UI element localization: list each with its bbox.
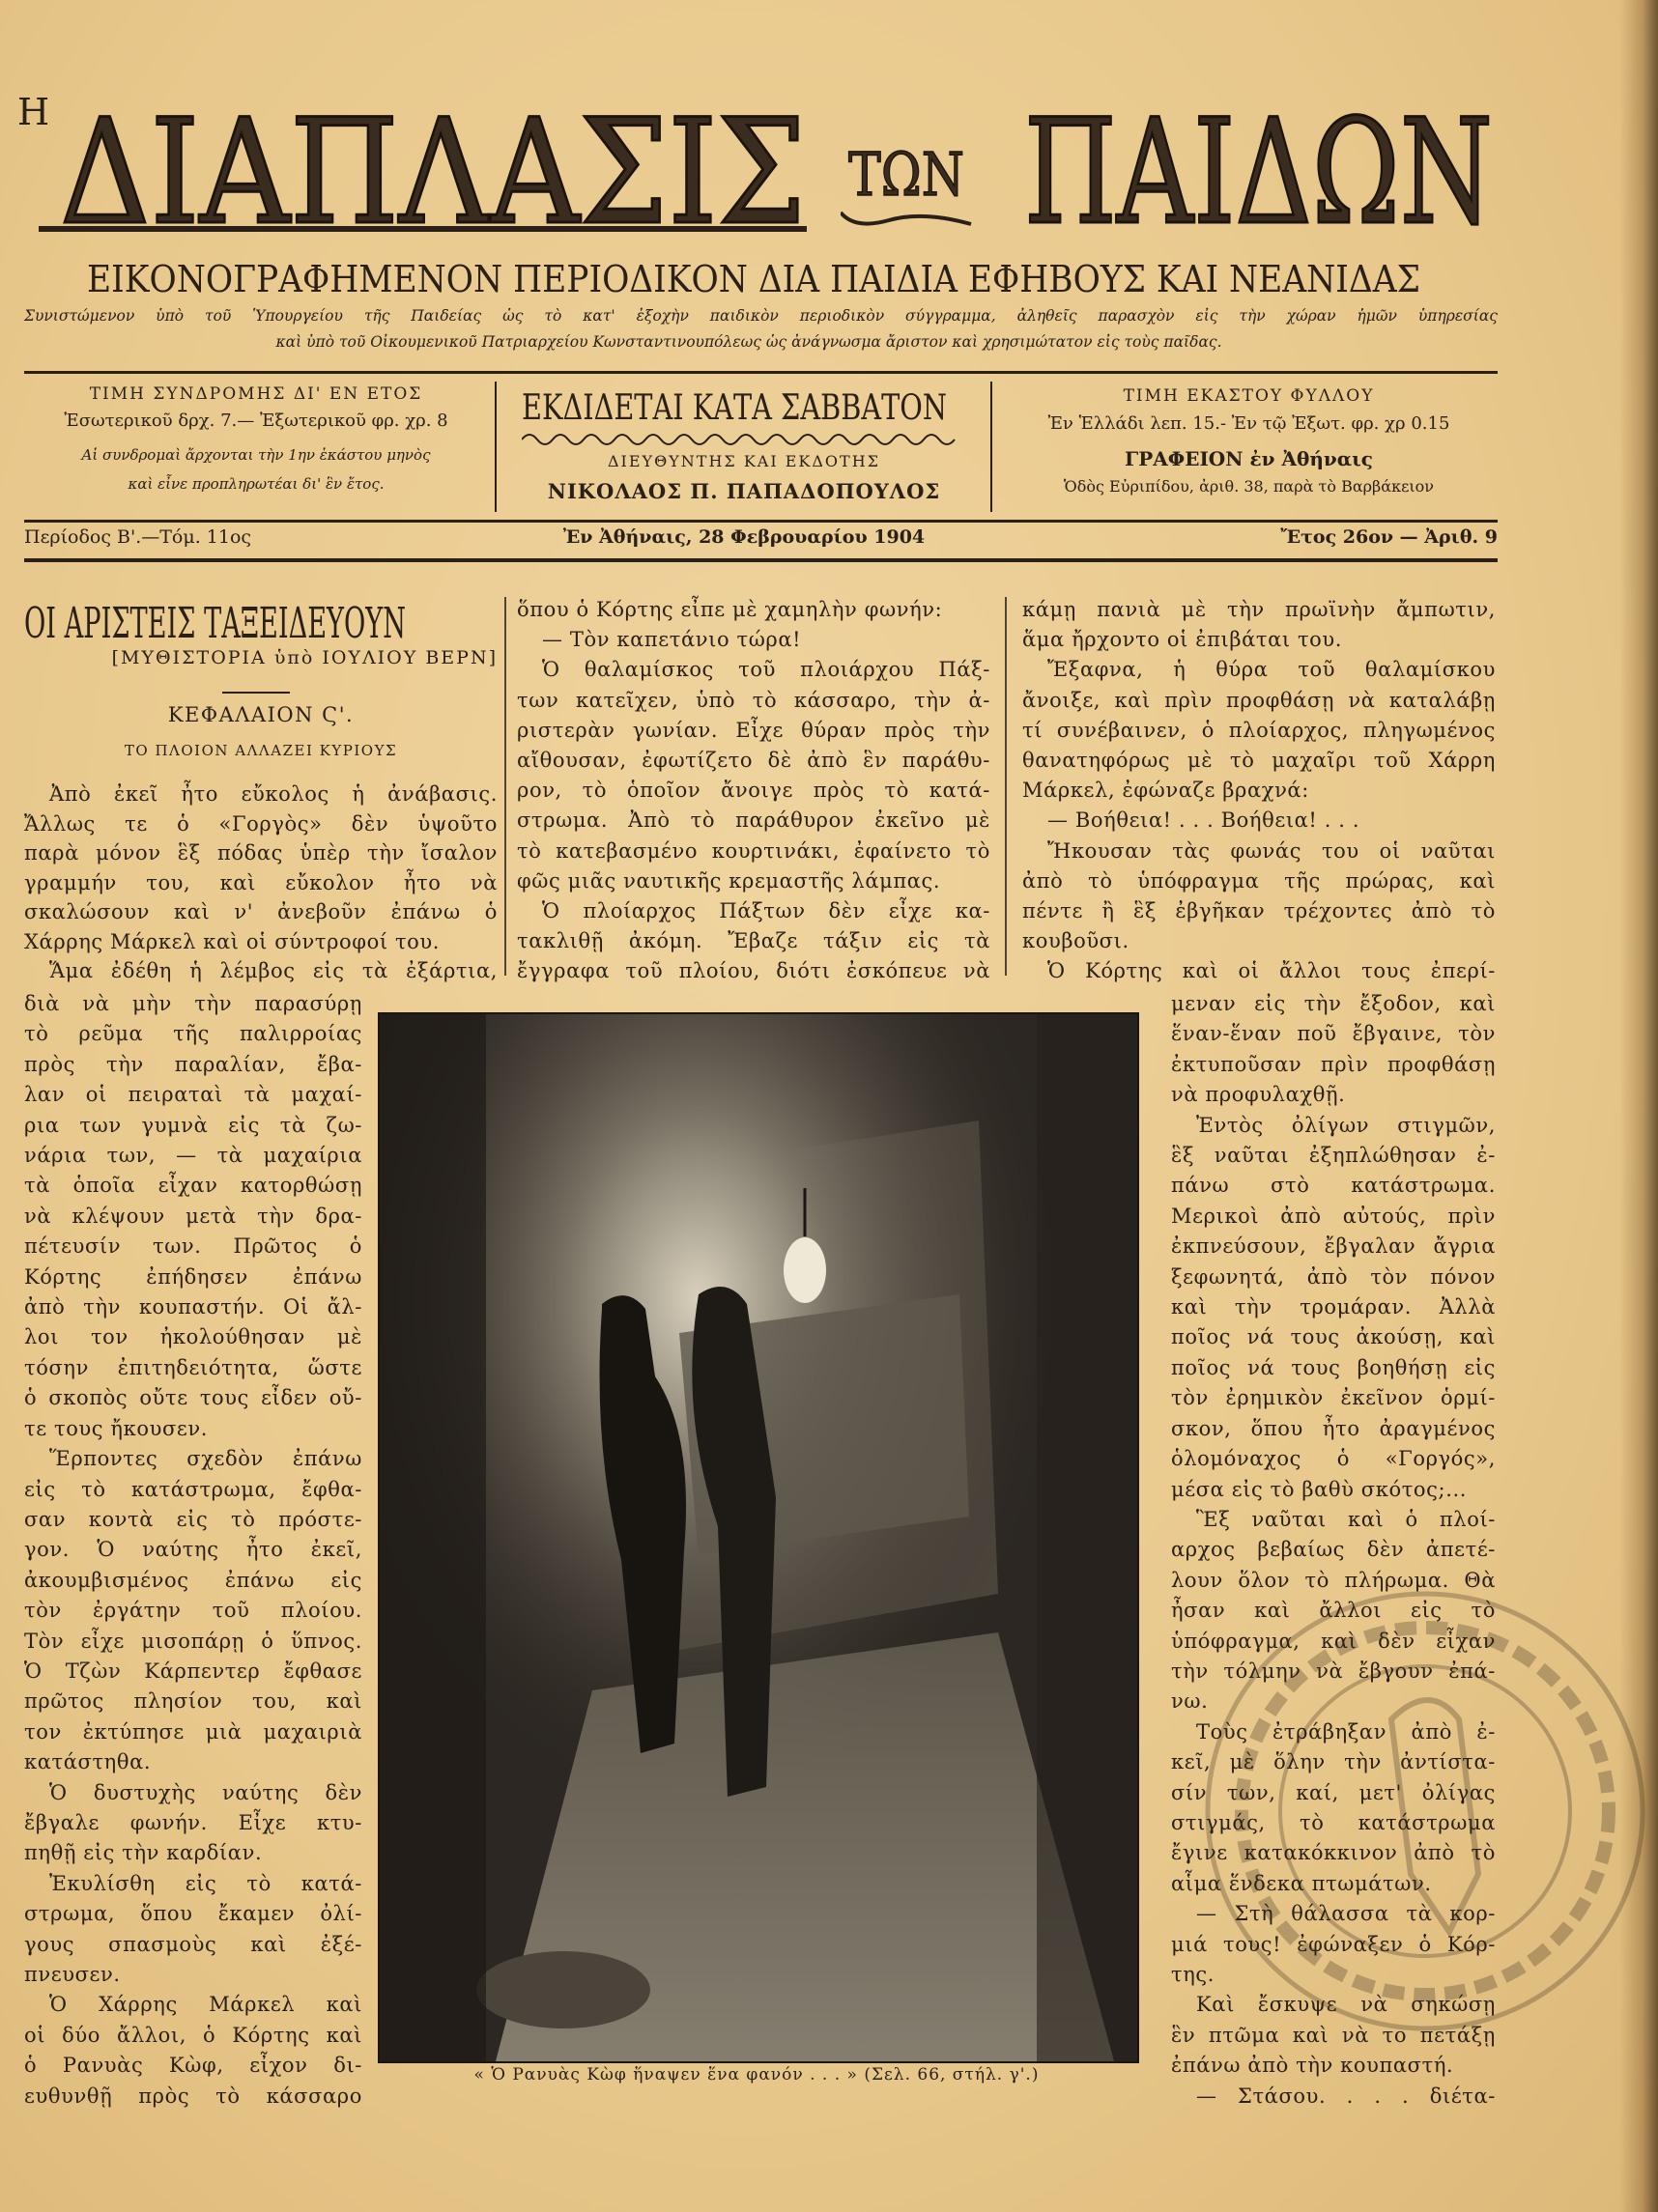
text-line: διὰ νὰ μὴν τὴν παρασύρῃ	[24, 992, 362, 1015]
text-line: λαν οἱ πειραταὶ τὰ μαχαί-	[24, 1083, 362, 1107]
text-line: πέντε ἢ ἓξ ἐβγῆκαν τρέχοντες ἀπὸ τὸ	[1022, 899, 1496, 923]
text-line: Ὁ θαλαμίσκος τοῦ πλοιάρχου Πάξ-	[542, 658, 990, 682]
masthead-word-diaplasis-text: ΔΙΑΠΛΑΣΙΣ	[60, 89, 806, 237]
text-line: κεῖ, μὲ ὅλην τὴν ἀντίστα-	[1171, 1750, 1496, 1774]
text-line: ἔγινε κατακόκκινον ἀπὸ τὸ	[1171, 1841, 1496, 1865]
paragraph	[24, 1990, 362, 2112]
masthead-word-ton	[841, 135, 976, 232]
text-line: τακλιθῇ ἀκόμη. Ἔβαζε τάξιν εἰς τὰ	[517, 929, 990, 953]
info-divider	[495, 382, 497, 512]
text-line: ἓν πτῶμα καὶ νὰ το πετάξῃ	[1171, 2023, 1496, 2047]
dateline-period: Περίοδος Β'.—Τόμ. 11ος	[24, 526, 252, 548]
column-1-top	[24, 780, 498, 982]
text-line: σκον, ὅπου ἦτο ἀραγμένος	[1171, 1416, 1496, 1440]
wavy-ornament	[522, 431, 966, 448]
info-divider	[990, 382, 992, 512]
paragraph	[1171, 2082, 1496, 2112]
text-line: πάνω στὸ κατάστρωμα.	[1171, 1174, 1496, 1198]
text-line: Ἐντὸς ὀλίγων στιγμῶν,	[1196, 1113, 1496, 1137]
paragraph	[1022, 956, 1496, 986]
text-line: τὸ κατεβασμένο κουρτινάκι, ἐφαίνετο τὸ	[517, 838, 990, 863]
text-line: τὸ ρεῦμα τῆς παλιρροίας	[24, 1022, 362, 1046]
text-line: των κατεῖχεν, ὑπὸ τὸ κάσσαρο, τὴν ἀ-	[517, 688, 990, 712]
subtitle-text: ΕΙΚΟΝΟΓΡΑΦΗΜΕΝΟΝ ΠΕΡΙΟΔΙΚΟΝ ΔΙΑ ΠΑΙΔΙΑ ΕΦΗΒΟΥΣ ΚΑΙ ΝΕΑΝΙΔΑΣ	[87, 258, 1420, 300]
text-line: — Τὸν καπετάνιο τώρα!	[542, 628, 802, 652]
text-line: ριστερὰν γωνίαν. Εἶχε θύραν πρὸς τὴν	[517, 718, 990, 742]
article-byline: [ΜΥΘΙΣΤΟΡΙΑ ὑπὸ ΙΟΥΛΙΟΥ ΒΕΡΝ]	[111, 647, 498, 668]
article-title	[24, 591, 411, 645]
chapter-number: ΚΕΦΑΛΑΙΟΝ Ϛ'.	[167, 703, 355, 726]
text-line: ἔβγαλε φωνήν. Εἶχε κτυ-	[24, 1810, 362, 1834]
text-line: καὶ τὴν τρομάραν. Ἀλλὰ	[1171, 1295, 1496, 1319]
subscription-note: Αἱ συνδρομαὶ ἄρχονται τὴν 1ην ἑκάστου μηνὸς	[81, 446, 431, 464]
text-line: αἷμα ἕνδεκα πτωμάτων.	[1171, 1871, 1432, 1895]
text-line: μεναν εἰς τὴν ἔξοδον, καὶ	[1171, 992, 1496, 1015]
paragraph	[1022, 595, 1496, 655]
text-line: θανατηφόρως μὲ τὸ μαχαῖρι τοῦ Χάρρη	[1022, 749, 1496, 773]
text-line: ευθυνθῇ πρὸς τὸ κάσσαρο	[24, 2084, 362, 2108]
text-line: κουβοῦσι.	[1022, 929, 1129, 953]
subscription-note: καὶ εἶνε προπληρωτέαι δι' ἓν ἔτος.	[128, 475, 385, 493]
text-line: Ἄλλως τε ὁ «Γοργὸς» δὲν ὑψοῦτο	[24, 811, 498, 836]
text-line: φῶς μιᾶς ναυτικῆς κρεμαστῆς λάμπας.	[517, 868, 941, 893]
text-line: γον. Ὁ ναύτης ἦτο ἐκεῖ,	[24, 1538, 362, 1562]
text-line: Καὶ ἔσκυψε νὰ σηκώσῃ	[1196, 1993, 1496, 2017]
text-line: μιά τους! ἐφώναξεν ὁ Κόρ-	[1171, 1932, 1496, 1956]
text-line: Ἕρποντες σχεδὸν ἐπάνω	[49, 1447, 362, 1471]
text-line: μέσα εἰς τὸ βαθὺ σκότος;...	[1171, 1477, 1468, 1501]
text-line: νὰ κλέψουν μετὰ τὴν δρα-	[24, 1204, 362, 1228]
paragraph	[24, 780, 498, 956]
lantern	[784, 1237, 826, 1303]
text-line: ἐκπνεύσουν, ἔβγαλαν ἄγρια	[1171, 1234, 1496, 1259]
text-line: τὴν τόλμην νὰ ἔβγουν ἐπά-	[1171, 1659, 1496, 1683]
text-line: Ἀπὸ ἐκεῖ ἦτο εὔκολος ἡ ἀνάβασις.	[49, 782, 498, 806]
dateline-date: Ἐν Ἀθήναις, 28 Φεβρουαρίου 1904	[562, 526, 926, 548]
text-line: Ὁ πλοίαρχος Πάξτων δὲν εἶχε κα-	[542, 899, 990, 923]
text-line: ὁ Ρανυὰς Κὼφ, εἶχον δι-	[24, 2054, 362, 2078]
header-rule	[24, 371, 1498, 374]
text-line: στρωμα, ὅπου ἔκαμεν ὀλί-	[24, 1902, 362, 1926]
subscription-heading: ΤΙΜΗ ΣΥΝΔΡΟΜΗΣ ΔΙ' ΕΝ ΕΤΟΣ	[89, 384, 423, 404]
editor-name: ΝΙΚΟΛΑΟΣ Π. ΠΑΠΑΔΟΠΟΥΛΟΣ	[547, 479, 941, 503]
column-2	[517, 595, 990, 983]
text-line: ἕναν-ἕναν ποῦ ἔβγαινε, τὸν	[1171, 1022, 1496, 1046]
text-line: γους σπασμοὺς καὶ ἐξέ-	[24, 1932, 362, 1956]
text-line: Χάρρης Μάρκελ καὶ οἱ σύντροφοί του.	[24, 929, 441, 953]
text-line: ἀκουμβισμένος ἐπάνω εἰς	[24, 1568, 362, 1592]
basket	[476, 1951, 650, 2028]
paragraph	[24, 1869, 362, 1991]
schedule-heading	[512, 383, 976, 427]
text-line: τὸν ἐργάτην τοῦ πλοίου.	[24, 1599, 362, 1623]
office-address: Ὁδὸς Εὐριπίδου, ἀριθ. 38, παρὰ τὸ Βαρβάκειον	[1063, 477, 1435, 496]
column-rule	[504, 597, 506, 976]
text-line: ἀπὸ τὸ ὑπόφραγμα τῆς πρώρας, καὶ	[1022, 868, 1496, 893]
issue-price-heading: ΤΙΜΗ ΕΚΑΣΤΟΥ ΦΥΛΛΟΥ	[1123, 386, 1375, 406]
paragraph	[1171, 1899, 1496, 1990]
paragraph	[1022, 806, 1496, 836]
text-line: Ἐκυλίσθη εἰς τὸ κατά-	[49, 1871, 362, 1895]
text-line: ἔγγραφα τοῦ πλοίου, διότι ἐσκόπευε νὰ	[517, 959, 990, 983]
text-line: αρχος βεβαίως δὲν ἀπετέ-	[1171, 1538, 1496, 1562]
text-line: νω.	[1171, 1689, 1209, 1714]
text-line: ἓξ ναῦται ἐξηπλώθησαν ἐ-	[1171, 1144, 1496, 1168]
text-line: Τὸν εἶχε μισοπάρῃ ὁ ὕπνος.	[24, 1629, 362, 1653]
text-line: κατάστηθα.	[24, 1750, 152, 1774]
text-line: οἱ δύο ἄλλοι, ὁ Κόρτης καὶ	[24, 2023, 362, 2047]
illustration-caption: « Ὁ Ρανυὰς Κὼφ ἥναψεν ἕνα φανόν . . . » (Σελ. 66, στήλ. γ'.)	[473, 2065, 1040, 2084]
subscription-price: Ἐσωτερικοῦ δρχ. 7.— Ἐξωτερικοῦ φρ. χρ. 8	[64, 411, 448, 431]
dateline-number: Ἔτος 26ον — Ἀριθ. 9	[1280, 526, 1498, 548]
editor-role: ΔΙΕΥΘΥΝΤΗΣ ΚΑΙ ΕΚΔΟΤΗΣ	[608, 452, 880, 470]
text-line: τον ἐκτύπησε μιὰ μαχαιριὰ	[24, 1719, 362, 1744]
header-rule	[24, 520, 1498, 523]
masthead-article: Η	[17, 91, 50, 133]
text-line: ἀπὸ τὴν κουπαστήν. Οἱ ἄλ-	[24, 1295, 362, 1319]
illustration-engraving	[378, 1012, 1139, 2063]
paragraph	[1171, 1505, 1496, 1717]
text-line: ὁ σκοπὸς οὔτε τους εἶδεν οὔ-	[24, 1386, 362, 1410]
text-line: τὰ ὁποῖα εἶχαν κατορθώσῃ	[24, 1174, 362, 1198]
paragraph	[1171, 989, 1496, 1111]
paragraph	[517, 625, 990, 655]
text-line: τε τους ἤκουσεν.	[24, 1416, 209, 1440]
text-line: παρὰ μόνον ἓξ πόδας ὑπὲρ τὴν ἴσαλον	[24, 841, 498, 865]
text-line: εἰς τὸ κατάστρωμα, ἔφθα-	[24, 1477, 362, 1501]
text-line: Ὁ Χάρρης Μάρκελ καὶ	[49, 1993, 362, 2017]
column-rule	[1005, 597, 1007, 976]
masthead-word-ton-text: ΤΩΝ	[848, 139, 964, 210]
text-line: Ὁ Τζὼν Κάρπεντερ ἔφθασε	[24, 1659, 362, 1683]
text-line: Ὁ Κόρτης καὶ οἱ ἄλλοι τους ἐπερί-	[1047, 959, 1496, 983]
text-line: πέτευσίν των. Πρῶτος ὁ	[24, 1234, 362, 1259]
text-line: σκαλώσουν καὶ ν' ἀνεβοῦν ἐπάνω ὁ	[24, 900, 498, 923]
text-line: ποῖος νά τους βοηθήσῃ εἰς	[1171, 1355, 1496, 1379]
paragraph	[24, 956, 498, 986]
masthead-word-paidon-text: ΠΑΙΔΩΝ	[1024, 89, 1493, 237]
masthead-word-diaplasis	[60, 68, 814, 237]
text-line: τί συνέβαινεν, ὁ πλοίαρχος, πληγωμένος	[1022, 718, 1496, 742]
text-line: πηθῇ εἰς τὴν καρδίαν.	[24, 1841, 263, 1865]
text-line: στρωμα. Ἀπὸ τὸ παράθυρον ἐκεῖνο μὲ	[517, 808, 990, 833]
text-line: λουν ὅλον τὸ πλήρωμα. Θὰ	[1171, 1568, 1496, 1592]
text-line: Μερικοὶ ἀπὸ αὐτούς, πρὶν	[1171, 1204, 1496, 1228]
paragraph	[517, 595, 990, 625]
text-line: — Στάσου. . . . διέτα-	[1196, 2084, 1496, 2108]
text-line: — Βοήθεια! . . . Βοήθεια! . . .	[1047, 808, 1360, 833]
text-line: της.	[1171, 1963, 1215, 1986]
text-line: πρὸς τὴν παραλίαν, ἔβα-	[24, 1052, 362, 1076]
paragraph	[1171, 1990, 1496, 2081]
text-line: λοι τον ἠκολούθησαν μὲ	[24, 1325, 362, 1349]
column-1-bottom	[24, 989, 362, 2108]
office-heading: ΓΡΑΦΕΙΟΝ ἐν Ἀθήναις	[1125, 447, 1373, 470]
engraving-scene	[380, 1014, 1137, 2061]
page-edge-shadow	[1619, 0, 1658, 2212]
text-line: — Στὴ θάλασσα τὰ κορ-	[1196, 1902, 1496, 1926]
text-line: ὅπου ὁ Κόρτης εἶπε μὲ χαμηλὴν φωνήν:	[517, 598, 943, 621]
paragraph	[24, 1444, 362, 1777]
masthead-word-paidon	[1024, 68, 1498, 237]
text-line: ξεφωνητά, ἀπὸ τὸν πόνον	[1171, 1264, 1496, 1289]
text-line: Τοὺς ἐτράβηξαν ἀπὸ ἐ-	[1196, 1719, 1496, 1744]
paragraph	[24, 1778, 362, 1869]
paragraph	[1171, 1717, 1496, 1899]
text-line: Μάρκελ, ἐφώναζε βραχνά:	[1022, 779, 1309, 803]
text-line: Ἔξαφνα, ἡ θύρα τοῦ θαλαμίσκου	[1047, 658, 1496, 682]
text-line: πνευσεν.	[24, 1963, 121, 1986]
text-line: ὁλομόναχος ὁ «Γοργός»,	[1171, 1447, 1496, 1471]
text-line: ρια των γυμνὰ εἰς τὰ ζω-	[24, 1113, 362, 1137]
text-line: Ἅμα ἐδέθη ἡ λέμβος εἰς τὰ ἐξάρτια,	[49, 959, 498, 982]
column-3-bottom	[1171, 989, 1496, 2108]
text-line: τόσην ἐπιτηδειότητα, ὥστε	[24, 1355, 362, 1379]
chapter-title: ΤΟ ΠΛΟΙΟΝ ΑΛΛΑΖΕΙ ΚΥΡΙΟΥΣ	[124, 742, 398, 759]
heading-rule	[222, 692, 290, 694]
text-line: ἦσαν καὶ ἄλλοι εἰς τὸ	[1171, 1599, 1496, 1623]
paragraph	[24, 989, 362, 1444]
text-line: Ἤκουσαν τὰς φωνάς του οἱ ναῦται	[1047, 838, 1496, 863]
text-line: γραμμήν του, καὶ εὔκολον ἦτο νὰ	[24, 870, 498, 894]
paragraph	[517, 655, 990, 896]
recommendation-line: Συνιστώμενον ὑπὸ τοῦ Ὑπουργείου τῆς Παιδείας ὡς τὸ κατ' ἐξοχὴν παιδικὸν περιοδικὸν σύγγραμμα, ἀληθεῖς παρασχὸν εἰς τὴν χώραν ἡμῶν ὑπηρεσίας	[24, 307, 1498, 325]
text-line: αἴθουσαν, ἐφωτίζετο δὲ ἀπὸ ἓν παράθυ-	[517, 749, 990, 773]
header-rule	[24, 558, 1498, 562]
text-line: κάμῃ πανιὰ μὲ τὴν πρωϊνὴν ἄμπωτιν,	[1022, 598, 1496, 621]
text-line: ρον, τὸ ὁποῖον ἄνοιγε πρὸς τὸ κατά-	[517, 779, 990, 803]
text-line: ἅμα ἤρχοντο οἱ ἐπιβάται του.	[1022, 628, 1343, 652]
text-line: νάρια των, — τὰ μαχαίρια	[24, 1144, 362, 1168]
schedule-text: ΕΚΔΙΔΕΤΑΙ ΚΑΤΑ ΣΑΒΒΑΤΟΝ	[522, 388, 947, 427]
masthead-scroll-ornament	[841, 213, 971, 224]
text-line: σαν κοντὰ εἰς τὸ πρόστε-	[24, 1507, 362, 1531]
masthead-underline	[39, 224, 812, 234]
recommendation-line: καὶ ὑπὸ τοῦ Οἰκουμενικοῦ Πατριαρχείου Κωνσταντινουπόλεως ὡς ἀνάγνωσμα ἄριστον καὶ χρησιμώτατον εἰς τοὺς παῖδας.	[275, 333, 1222, 351]
paragraph	[1022, 655, 1496, 806]
text-line: ποῖος νά τους ἀκούσῃ, καὶ	[1171, 1325, 1496, 1349]
text-line: πρῶτος πλησίον του, καὶ	[24, 1689, 362, 1714]
masthead-subtitle	[0, 253, 1658, 301]
column-3-top	[1022, 595, 1496, 983]
text-line: Ὁ δυστυχὴς ναύτης δὲν	[49, 1780, 362, 1804]
text-line: ὑπόφραγμα, καὶ δὲν εἶχαν	[1171, 1629, 1496, 1653]
text-line: νὰ προφυλαχθῇ.	[1171, 1083, 1346, 1107]
article-title-text: ΟΙ ΑΡΙΣΤΕΙΣ ΤΑΞΕΙΔΕΥΟΥΝ	[24, 599, 406, 645]
text-line: ἄνοιξε, καὶ πρὶν προφθάσῃ νὰ καταλάβῃ	[1022, 688, 1496, 712]
text-line: ἐπάνω ἀπὸ τὴν κουπαστή.	[1171, 2054, 1454, 2078]
text-line: ἐκτυποῦσαν πρὶν προφθάσῃ	[1171, 1052, 1496, 1076]
text-line: τὸν ἐρημικὸν ἐκεῖνον ὁρμί-	[1171, 1386, 1496, 1410]
text-line: Κόρτης ἐπήδησεν ἐπάνω	[24, 1264, 362, 1289]
paragraph	[517, 896, 990, 987]
paragraph	[1022, 837, 1496, 957]
issue-price: Ἐν Ἑλλάδι λεπ. 15.- Ἐν τῷ Ἐξωτ. φρ. χρ 0.15	[1047, 413, 1450, 434]
text-line: Ἓξ ναῦται καὶ ὁ πλοί-	[1196, 1507, 1496, 1531]
paragraph	[1171, 1111, 1496, 1505]
text-line: σίν των, καί, μετ' ὀλίγας	[1171, 1780, 1496, 1804]
text-line: στιγμάς, τὸ κατάστρωμα	[1171, 1810, 1496, 1834]
